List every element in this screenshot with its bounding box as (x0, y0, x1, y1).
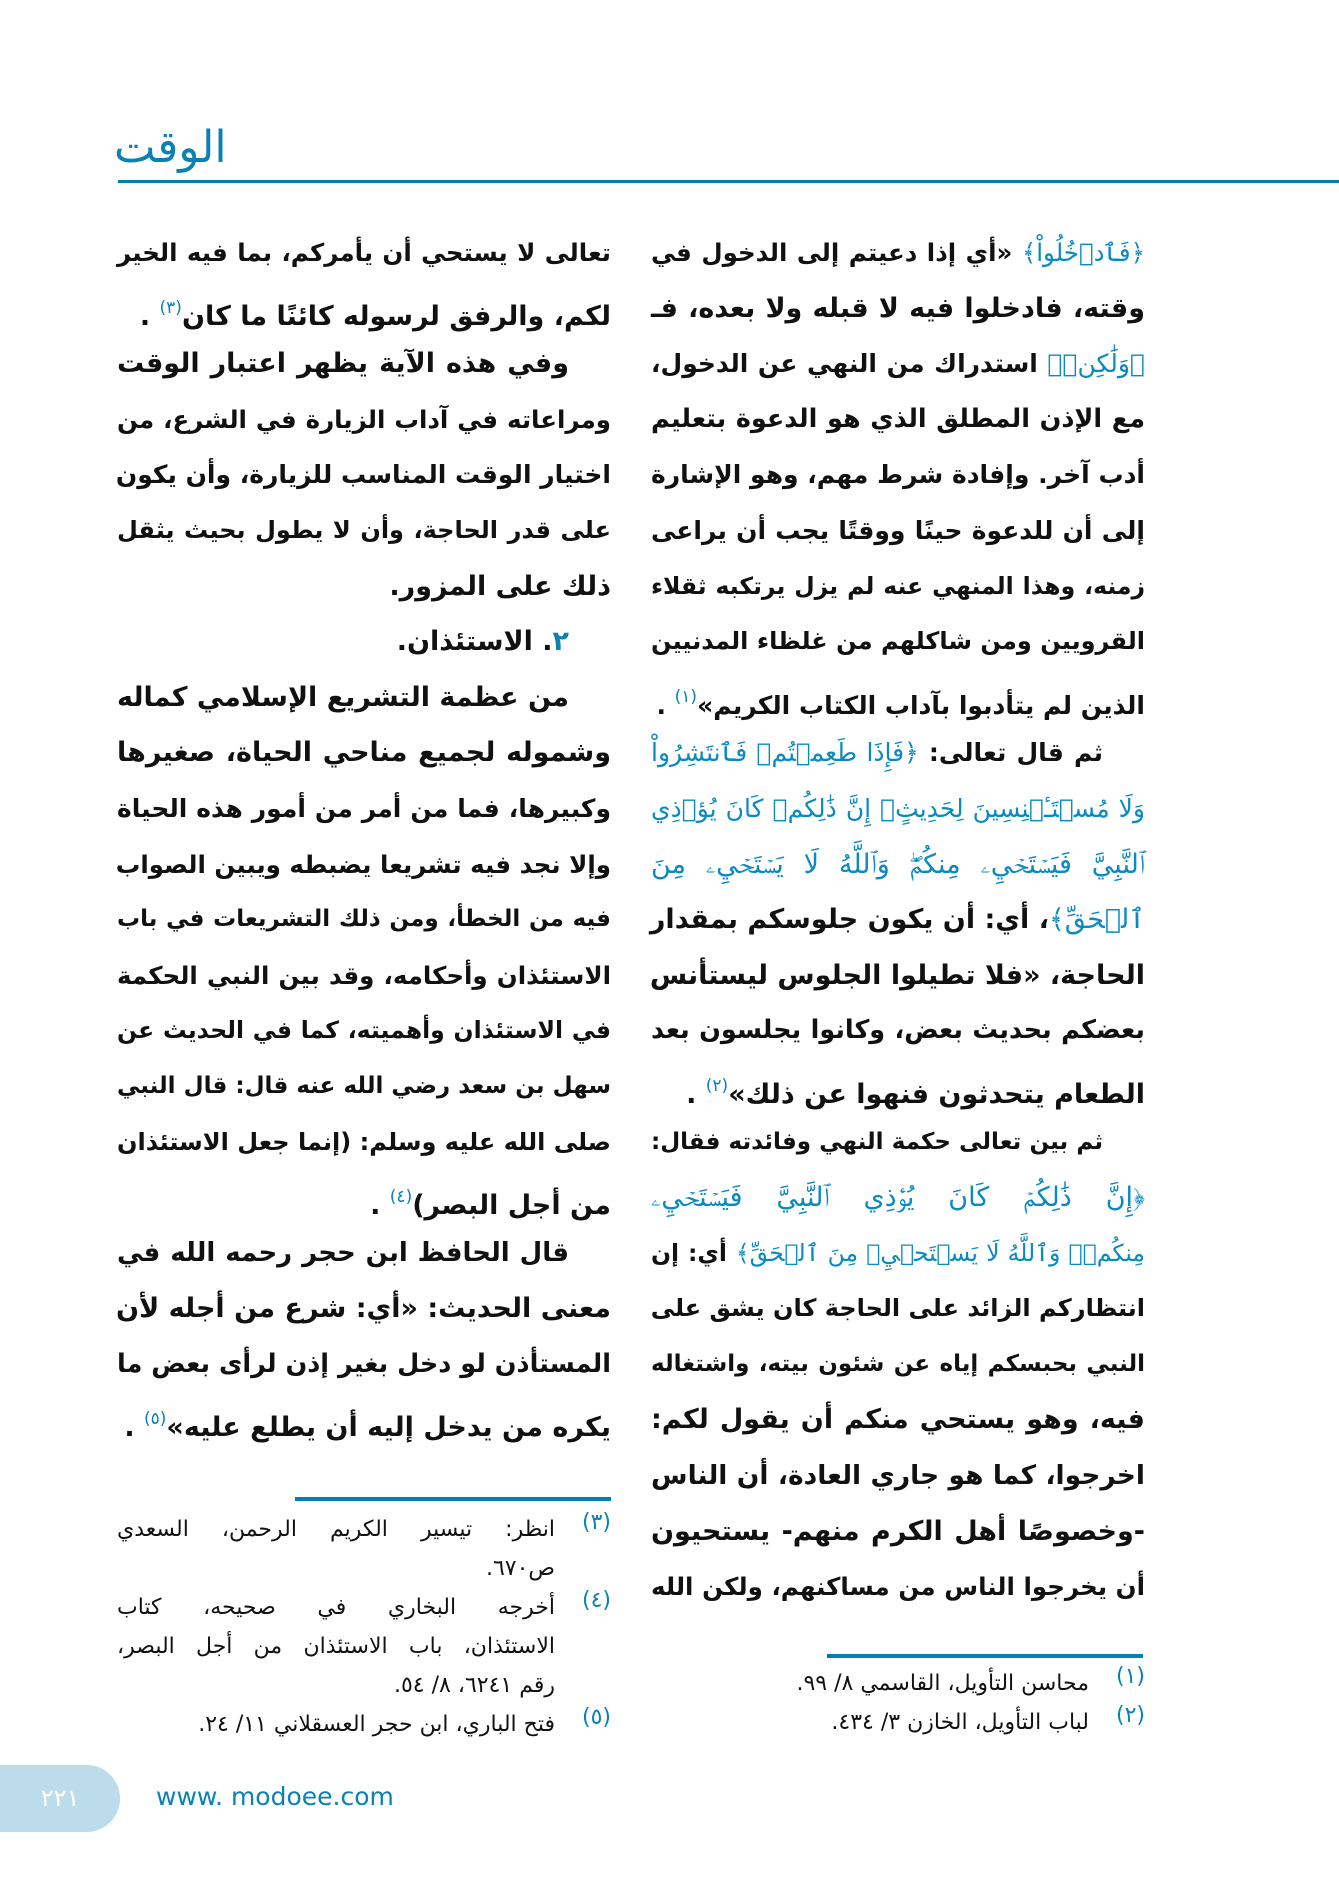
text-line (651, 1003, 1145, 1059)
text-segment: فيه من الخطأ، ومن ذلك التشريعات في باب (117, 906, 611, 933)
text-line (651, 892, 1145, 948)
text-segment: قال الحافظ ابن حجر رحمه الله في (117, 1237, 569, 1268)
text-line (651, 725, 1145, 781)
text-line (117, 892, 611, 948)
text-line (651, 225, 1145, 281)
text-segment: الذين لم يتأدبوا بآداب الكتاب الكريم» (697, 690, 1145, 720)
text-segment: أدب آخر. وإفادة شرط مهم، وهو الإشارة (651, 460, 1145, 490)
text-line (651, 1392, 1145, 1448)
website-link[interactable]: www. modoee.com (156, 1782, 394, 1811)
text-line (651, 559, 1145, 615)
text-line (117, 447, 611, 503)
footnote-number: (١) (1115, 1664, 1145, 1689)
text-segment: في الاستئذان وأهميته، كما في الحديث عن (117, 1016, 611, 1045)
text-line (117, 670, 611, 726)
text-segment: تعالى لا يستحي أن يأمركم، بما فيه الخير (117, 238, 611, 267)
text-line (651, 281, 1145, 337)
text-segment: ذلك على المزور. (389, 570, 611, 602)
text-line (651, 1226, 1145, 1282)
text-line (117, 1281, 611, 1337)
quran-verse: ﴿إِنَّ ذَٰلِكُمۡ كَانَ يُؤۡذِي ٱلنَّبِيَّ فَيَسۡتَحۡيِۦ (651, 1182, 1145, 1214)
footnote-text: رقم ٦٢٤١، ٨/ ٥٤. (393, 1673, 555, 1698)
footnote (651, 1703, 1145, 1742)
text-segment: النبي بحبسكم إياه عن شئون بيته، واشتغاله (651, 1350, 1145, 1377)
text-segment: ، أي: أن يكون جلوسكم بمقدار (649, 904, 1049, 936)
section-number: ٢ (552, 626, 569, 658)
footnote (117, 1588, 611, 1705)
text-segment: من عظمة التشريع الإسلامي كماله (117, 681, 569, 713)
text-segment: لكم، والرفق لرسوله كائنًا ما كان (181, 300, 611, 332)
text-segment: يكره من يدخل إليه أن يطلع عليه» (166, 1412, 611, 1444)
text-segment: وكبيرها، فما من أمر من أمور هذه الحياة (117, 793, 611, 823)
text-line (651, 670, 1145, 726)
text-segment: وشموله لجميع مناحي الحياة، صغيرها (117, 737, 611, 769)
text-segment: صلى الله عليه وسلم: (إنما جعل الاستئذان (117, 1127, 611, 1156)
quran-verse: ٱلنَّبِيَّ فَيَسۡتَحۡيِۦ مِنكُمۡۖ وَٱللَّهُ لَا يَسۡتَحۡيِۦ مِنَ (651, 848, 1145, 880)
text-line (117, 1337, 611, 1393)
text-segment: ثم بين تعالى حكمة النهي وفائدته فقال: (651, 1128, 1103, 1155)
text-segment: أن يخرجوا الناس من مساكنهم، ولكن الله (651, 1572, 1145, 1602)
text-line (117, 1115, 611, 1171)
text-line (117, 503, 611, 559)
quran-verse: ٱلۡحَقِّ﴾ (1048, 904, 1145, 936)
text-segment: . (370, 1190, 390, 1222)
text-line (651, 1559, 1145, 1615)
text-segment: أي: إن (651, 1238, 736, 1267)
text-line (651, 1504, 1145, 1560)
text-line (651, 447, 1145, 503)
footnote-ref[interactable]: (٢) (705, 1075, 729, 1096)
text-segment: استدراك من النهي عن الدخول، (651, 349, 1048, 379)
right-text-column (651, 225, 1145, 1615)
footnote-text: فتح الباري، ابن حجر العسقلاني ١١/ ٢٤. (198, 1712, 555, 1737)
text-segment: ومراعاته في آداب الزيارة في الشرع، من (117, 404, 611, 434)
footnote-number: (٣) (581, 1510, 611, 1535)
footnote-ref[interactable]: (١) (674, 686, 698, 707)
text-line (651, 336, 1145, 392)
quran-verse: وَلَا مُسۡتَـٔۡنِسِينَ لِحَدِيثٍۚ إِنَّ ذَٰلِكُمۡ كَانَ يُؤۡذِي (651, 793, 1145, 823)
text-segment: . الاستئذان. (396, 626, 553, 658)
text-line (117, 1059, 611, 1115)
text-segment: إلى أن للدعوة حينًا ووقتًا يجب أن يراعى (651, 515, 1145, 545)
text-line (117, 1170, 611, 1226)
text-line (117, 1226, 611, 1282)
text-line (651, 503, 1145, 559)
text-line (651, 1337, 1145, 1393)
footnote-text: أخرجه البخاري في صحيحه، كتاب (117, 1595, 555, 1620)
text-line (651, 781, 1145, 837)
footnote-text: انظر: تيسير الكريم الرحمن، السعدي (117, 1517, 555, 1542)
footnote (117, 1705, 611, 1744)
text-segment: وقته، فادخلوا فيه لا قبله ولا بعده، فـ (651, 292, 1145, 324)
text-segment: الحاجة، «فلا تطيلوا الجلوس ليستأنس (649, 959, 1145, 991)
text-segment: -وخصوصًا أهل الكرم منهم- يستحيون (651, 1515, 1145, 1547)
footnote-number: (٤) (581, 1588, 611, 1613)
footnote-ref[interactable]: (٥) (144, 1409, 167, 1430)
footnote (651, 1664, 1145, 1703)
text-segment: . (656, 690, 675, 720)
page-number: ٢٢١ (40, 1784, 80, 1812)
text-line (117, 336, 611, 392)
text-line (117, 281, 611, 337)
text-segment: فيه، وهو يستحي منكم أن يقول لكم: (651, 1404, 1145, 1436)
footnote-number: (٢) (1115, 1703, 1145, 1728)
text-line (117, 948, 611, 1004)
text-line (117, 225, 611, 281)
text-segment: مع الإذن المطلق الذي هو الدعوة بتعليم (651, 403, 1145, 434)
text-segment: من أجل البصر) (412, 1190, 611, 1222)
text-segment: . (139, 300, 160, 332)
text-line (651, 1448, 1145, 1504)
text-line (117, 1003, 611, 1059)
text-segment: زمنه، وهذا المنهي عنه لم يزل يرتكبه ثقلاء (651, 571, 1145, 600)
text-line (117, 614, 611, 670)
text-segment: وفي هذه الآية يظهر اعتبار الوقت (117, 348, 569, 380)
text-line (651, 948, 1145, 1004)
text-segment: وإلا نجد فيه تشريعا يضبطه ويبين الصواب (115, 849, 611, 879)
footnote-text: لباب التأويل، الخازن ٣/ ٤٣٤. (831, 1710, 1089, 1735)
text-segment: «أي إذا دعيتم إلى الدخول في (651, 238, 1022, 267)
text-segment: ثم قال تعالى: (918, 738, 1103, 768)
text-line (117, 392, 611, 448)
text-line (117, 837, 611, 893)
text-line (117, 1392, 611, 1448)
text-segment: على قدر الحاجة، وأن لا يطول بحيث يثقل (117, 515, 611, 544)
quran-verse: مِنكُمۡۖ وَٱللَّهُ لَا يَسۡتَحۡيِۦ مِنَ ٱلۡحَقِّ﴾ (735, 1238, 1145, 1267)
text-segment: انتظاركم الزائد على الحاجة كان يشق على (650, 1294, 1145, 1323)
footnote-number: (٥) (581, 1705, 611, 1730)
text-line (651, 614, 1145, 670)
footnote-text: الاستئذان، باب الاستئذان من أجل البصر، (117, 1634, 555, 1659)
footnote-text: محاسن التأويل، القاسمي ٨/ ٩٩. (796, 1671, 1089, 1696)
text-line (651, 1170, 1145, 1226)
left-text-column (117, 225, 611, 1448)
header-divider (118, 180, 1339, 183)
quran-verse: ﴿وَلَٰكِنۡ﴾ (1047, 349, 1145, 379)
footnotes-right (651, 1664, 1145, 1742)
text-line (651, 1059, 1145, 1115)
text-line (117, 559, 611, 615)
text-line (651, 392, 1145, 448)
page-number-badge (0, 1765, 120, 1832)
text-segment: اخرجوا، كما هو جاري العادة، أن الناس (651, 1460, 1145, 1492)
footnote-ref[interactable]: (٣) (159, 297, 182, 318)
text-segment: المستأذن لو دخل بغير إذن لرأى بعض ما (117, 1348, 611, 1379)
text-segment: بعضكم بحديث بعض، وكانوا يجلسون بعد (651, 1015, 1145, 1046)
text-segment: معنى الحديث: «أي: شرع من أجله لأن (116, 1293, 611, 1325)
footnote-text: ص٦٧٠. (485, 1556, 555, 1581)
text-line (651, 837, 1145, 893)
text-segment: . (124, 1412, 144, 1444)
text-segment: الطعام يتحدثون فنهوا عن ذلك» (728, 1078, 1145, 1110)
text-segment: سهل بن سعد رضي الله عنه قال: قال النبي (117, 1072, 611, 1099)
text-segment: اختيار الوقت المناسب للزيارة، وأن يكون (115, 460, 611, 490)
quran-verse: ﴿فَإِذَا طَعِمۡتُمۡ فَٱنتَشِرُواْ (651, 738, 919, 768)
text-segment: القرويين ومن شاكلهم من غلظاء المدنيين (651, 627, 1145, 656)
footnote-ref[interactable]: (٤) (389, 1187, 413, 1208)
text-line (117, 725, 611, 781)
text-segment: الاستئذان وأحكامه، وقد بين النبي الحكمة (117, 960, 611, 990)
text-line (651, 1281, 1145, 1337)
text-line (651, 1115, 1145, 1171)
text-segment: . (686, 1078, 706, 1110)
footnotes-left (117, 1510, 611, 1744)
chapter-title: الوقت (114, 122, 227, 173)
footnote (117, 1510, 611, 1588)
footnote-divider-left (295, 1497, 611, 1501)
footnote-divider-right (827, 1654, 1143, 1658)
quran-verse: ﴿فَٱدۡخُلُواْ﴾ (1021, 238, 1145, 267)
text-line (117, 781, 611, 837)
